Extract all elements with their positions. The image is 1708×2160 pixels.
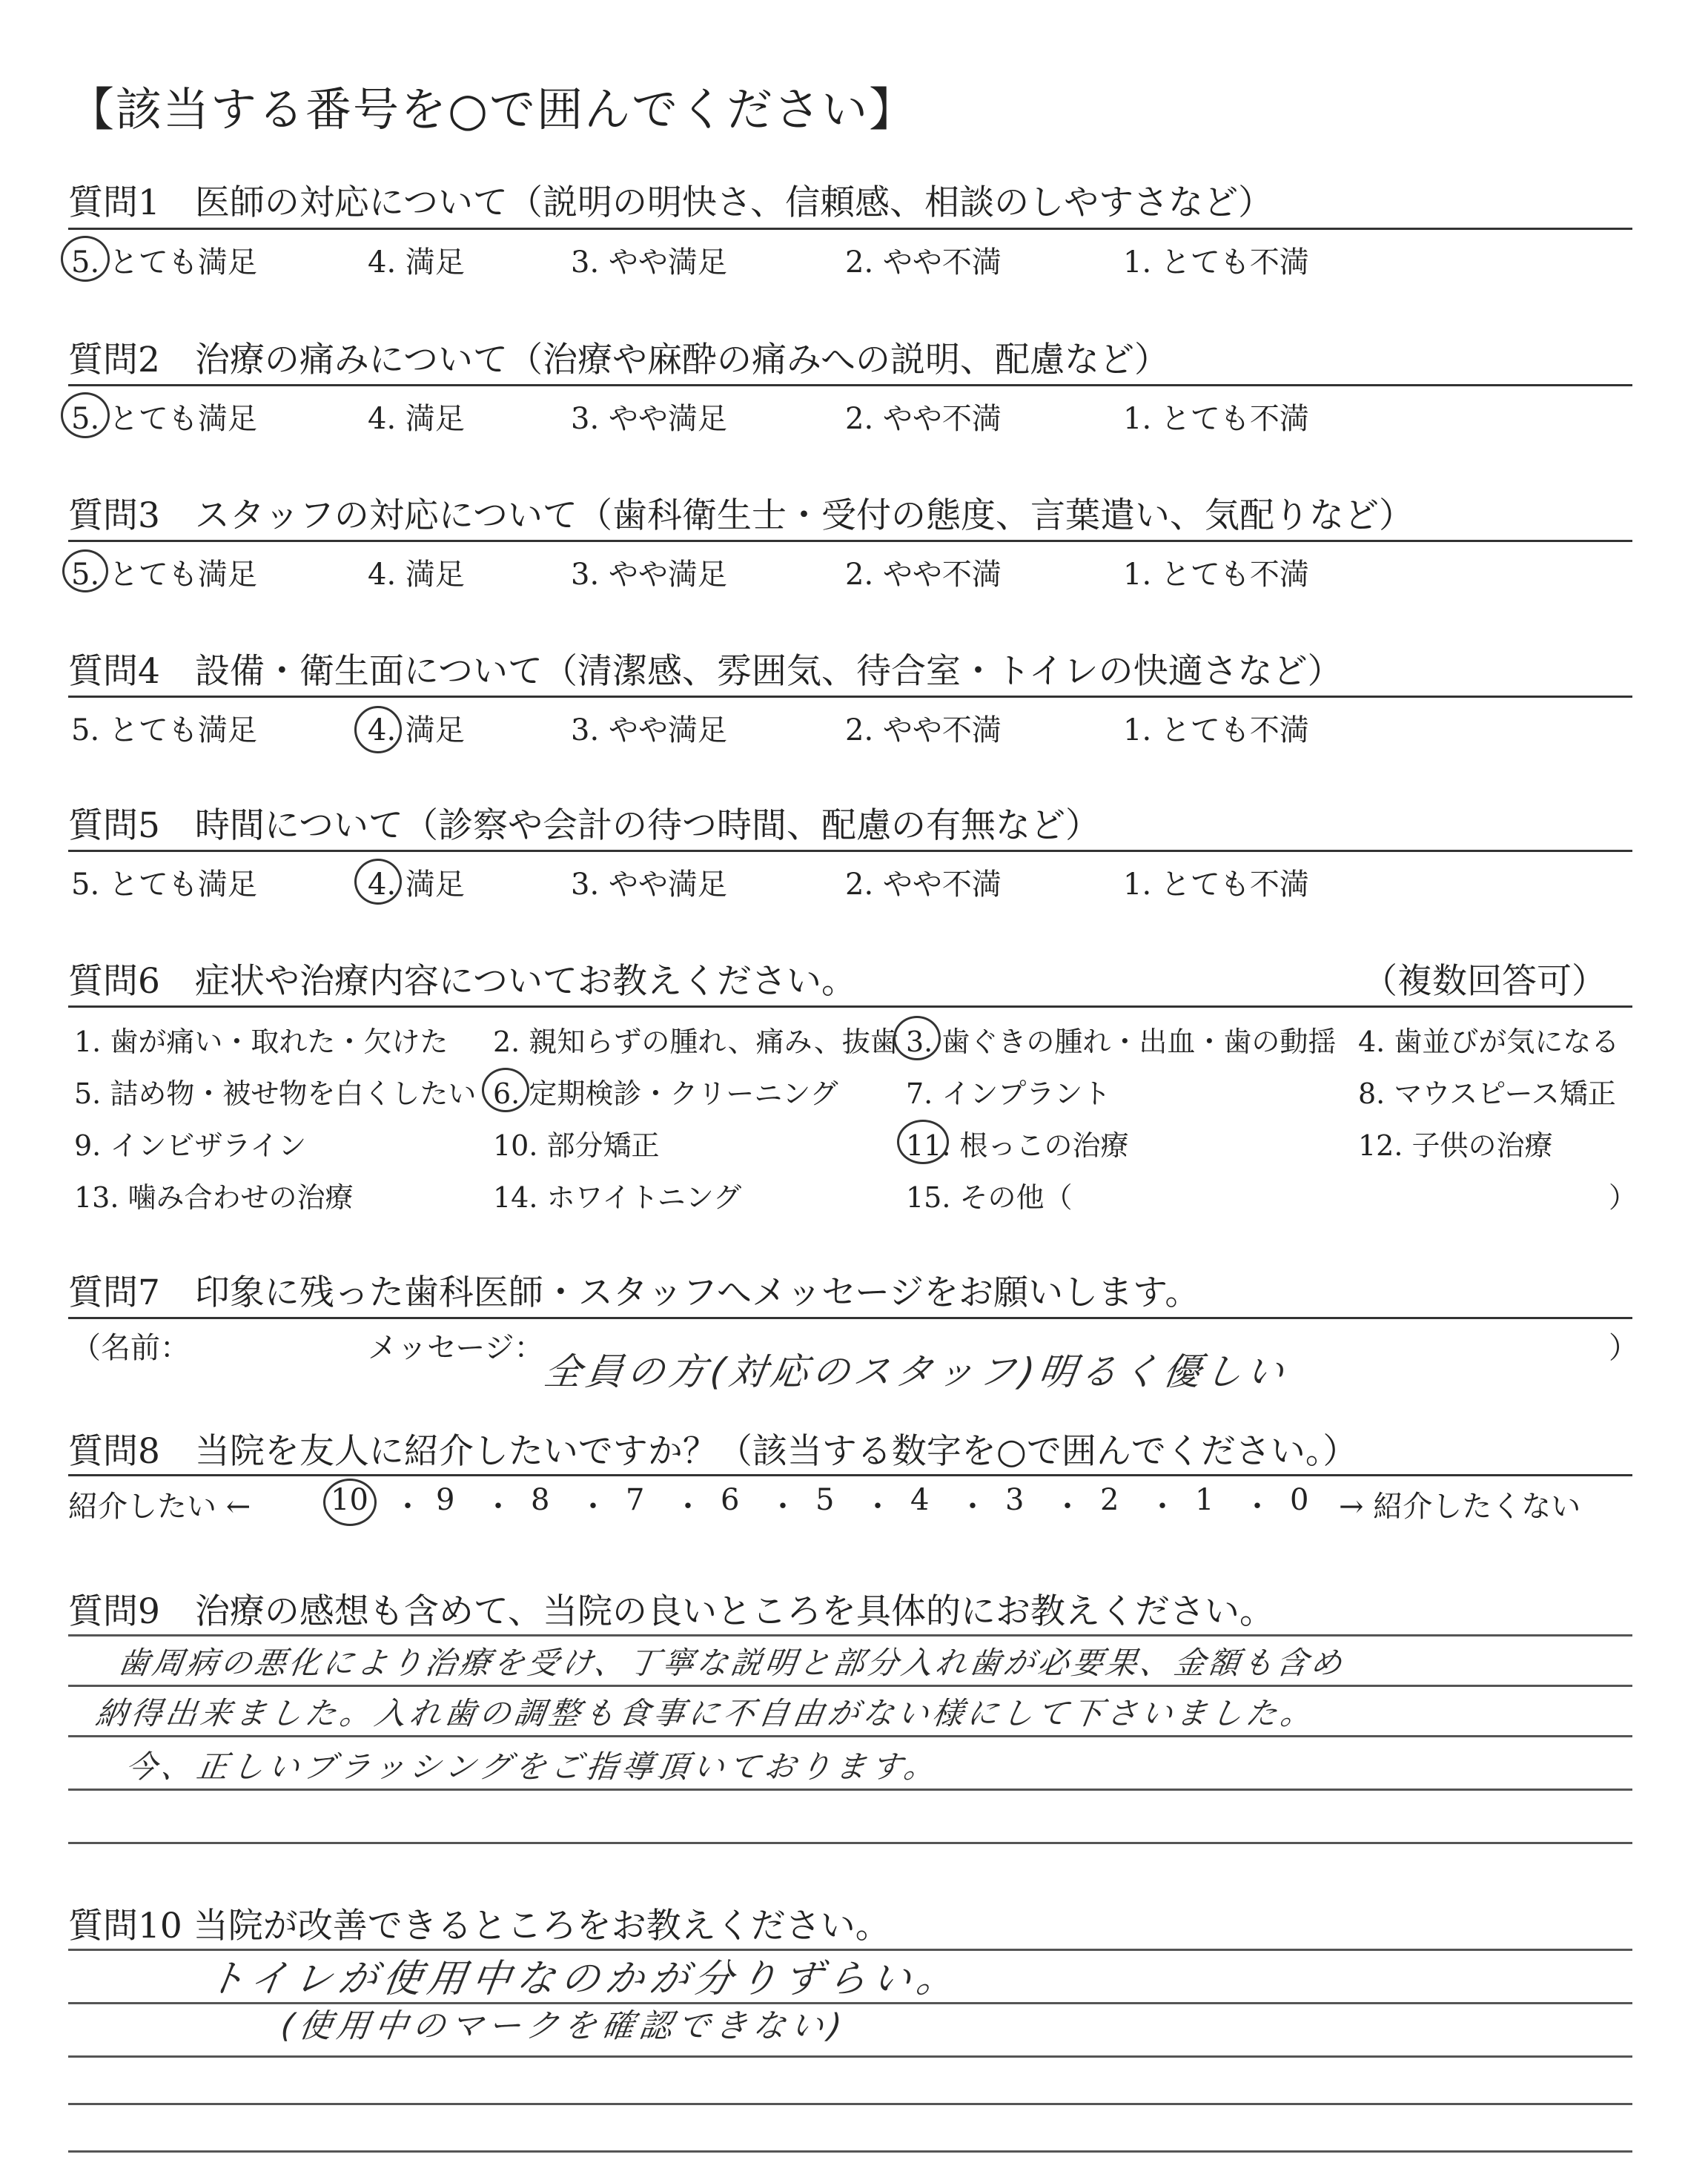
close-paren: ） [1609, 1331, 1638, 1365]
scale-number[interactable]: 2 [1100, 1483, 1119, 1517]
selection-circle [897, 1120, 949, 1164]
symptom-option[interactable]: 14. ホワイトニング [493, 1181, 742, 1214]
writing-line [68, 1789, 1632, 1791]
selection-circle [354, 706, 402, 753]
option-3[interactable]: 3. やや満足 [571, 245, 727, 280]
selection-circle [354, 859, 402, 905]
handwritten-answer-line: 納得出来ました。入れ歯の調整も食事に不自由がない様にして下さいました。 [93, 1695, 1319, 1731]
option-2[interactable]: 2. やや不満 [845, 245, 1002, 280]
scale-number[interactable]: 9 [436, 1483, 455, 1517]
page-title: 【該当する番号を○で囲んでください】 [68, 82, 917, 136]
symptom-option[interactable]: 7. インプラント [906, 1077, 1111, 1110]
symptom-option[interactable]: 13. 噛み合わせの治療 [74, 1181, 354, 1214]
scale-number[interactable]: 10 [331, 1483, 368, 1517]
selection-circle [323, 1479, 377, 1526]
handwritten-answer-line: 今、正しいブラッシングをご指導頂いております。 [123, 1748, 943, 1785]
option-1[interactable]: 1. とても不満 [1123, 558, 1309, 592]
handwritten-answer-line: トイレが使用中なのかが分りずらい。 [204, 1957, 964, 2001]
separator-dot: ・ [768, 1490, 798, 1524]
symptom-option[interactable]: 6. 定期検診・クリーニング [493, 1077, 838, 1110]
name-label: （名前： [71, 1331, 190, 1365]
symptom-option[interactable]: 5. 詰め物・被せ物を白くしたい [74, 1077, 477, 1110]
option-1[interactable]: 1. とても不満 [1123, 713, 1309, 747]
scale-number[interactable]: 8 [531, 1483, 550, 1517]
scale-number[interactable]: 6 [721, 1483, 740, 1517]
handwritten-answer-line: 歯周病の悪化により治療を受け、丁寧な説明と部分入れ歯が必要果、金額も含め [116, 1645, 1348, 1681]
option-2[interactable]: 2. やや不満 [845, 713, 1002, 747]
question-2-title: 質問2 治療の痛みについて（治療や麻酔の痛みへの説明、配慮など） [68, 340, 1170, 380]
symptom-option[interactable]: 8. マウスピース矯正 [1358, 1077, 1616, 1110]
question-9-title: 質問9 治療の感想も含めて、当院の良いところを具体的にお教えください。 [68, 1591, 1274, 1632]
option-4[interactable]: 4. 満足 [368, 558, 465, 592]
symptom-option[interactable]: 1. 歯が痛い・取れた・欠けた [74, 1025, 448, 1058]
separator-dot: ・ [958, 1490, 987, 1524]
writing-line [68, 1634, 1632, 1636]
option-5[interactable]: 5. とても満足 [71, 868, 257, 902]
option-1[interactable]: 1. とても不満 [1123, 245, 1309, 280]
writing-line [68, 1735, 1632, 1737]
question-7-title: 質問7 印象に残った歯科医師・スタッフへメッセージをお願いします。 [68, 1272, 1200, 1313]
option-3[interactable]: 3. やや満足 [571, 402, 727, 436]
symptom-option[interactable]: 3. 歯ぐきの腫れ・出血・歯の動揺 [906, 1025, 1337, 1058]
option-4[interactable]: 4. 満足 [368, 868, 465, 902]
separator-dot: ・ [673, 1490, 703, 1524]
option-4[interactable]: 4. 満足 [368, 402, 465, 436]
option-4[interactable]: 4. 満足 [368, 245, 465, 280]
handwritten-message: 全員の方(対応のスタッフ)明るく優しい [541, 1350, 1291, 1393]
option-2[interactable]: 2. やや不満 [845, 868, 1002, 902]
handwritten-answer-line: (使用中のマークを確認できない) [278, 2007, 850, 2045]
separator-dot: ・ [393, 1490, 423, 1524]
symptom-option[interactable]: 11. 根っこの治療 [906, 1129, 1129, 1162]
separator-dot: ・ [1053, 1490, 1082, 1524]
divider [68, 228, 1632, 230]
option-3[interactable]: 3. やや満足 [571, 868, 727, 902]
divider [68, 1005, 1632, 1008]
divider [68, 1317, 1632, 1319]
option-2[interactable]: 2. やや不満 [845, 558, 1002, 592]
separator-dot: ・ [863, 1490, 893, 1524]
question-5-title: 質問5 時間について（診察や会計の待つ時間、配慮の有無など） [68, 805, 1100, 846]
writing-line [68, 1685, 1632, 1687]
symptom-option[interactable]: 12. 子供の治療 [1358, 1129, 1553, 1162]
scale-number[interactable]: 4 [910, 1483, 930, 1517]
separator-dot: ・ [578, 1490, 608, 1524]
selection-circle [61, 392, 110, 438]
symptom-option-other[interactable]: 15. その他（ [906, 1181, 1073, 1214]
scale-number[interactable]: 3 [1005, 1483, 1025, 1517]
writing-line [68, 1842, 1632, 1844]
option-5[interactable]: 5. とても満足 [71, 402, 257, 436]
recommend-right-label: → 紹介したくない [1339, 1490, 1581, 1524]
divider [68, 850, 1632, 852]
multiple-answer-note: （複数回答可） [1363, 961, 1606, 1002]
option-1[interactable]: 1. とても不満 [1123, 868, 1309, 902]
symptom-option[interactable]: 4. 歯並びが気になる [1358, 1025, 1620, 1058]
option-5[interactable]: 5. とても満足 [71, 713, 257, 747]
option-1[interactable]: 1. とても不満 [1123, 402, 1309, 436]
scale-number[interactable]: 0 [1290, 1483, 1309, 1517]
symptom-option[interactable]: 10. 部分矯正 [493, 1129, 660, 1162]
writing-line [68, 2150, 1632, 2153]
scale-number[interactable]: 7 [626, 1483, 645, 1517]
recommend-left-label: 紹介したい ← [68, 1490, 251, 1524]
separator-dot: ・ [483, 1490, 513, 1524]
scale-number[interactable]: 1 [1195, 1483, 1214, 1517]
question-8-title: 質問8 当院を友人に紹介したいですか？（該当する数字を○で囲んでください。） [68, 1431, 1358, 1472]
option-2[interactable]: 2. やや不満 [845, 402, 1002, 436]
writing-line [68, 2103, 1632, 2105]
separator-dot: ・ [1242, 1490, 1272, 1524]
option-3[interactable]: 3. やや満足 [571, 558, 727, 592]
selection-circle [482, 1068, 529, 1112]
close-paren: ） [1609, 1181, 1638, 1214]
divider [68, 1474, 1632, 1476]
selection-circle [893, 1016, 941, 1060]
selection-circle [61, 236, 110, 282]
question-3-title: 質問3 スタッフの対応について（歯科衛生士・受付の態度、言葉遣い、気配りなど） [68, 495, 1414, 536]
message-label: メッセージ： [368, 1331, 544, 1365]
scale-number[interactable]: 5 [815, 1483, 835, 1517]
divider [68, 540, 1632, 542]
option-4[interactable]: 4. 満足 [368, 713, 465, 747]
question-1-title: 質問1 医師の対応について（説明の明快さ、信頼感、相談のしやすさなど） [68, 182, 1274, 223]
divider [68, 696, 1632, 698]
option-5[interactable]: 5. とても満足 [71, 245, 257, 280]
selection-circle [62, 549, 108, 592]
question-10-title: 質問10 当院が改善できるところをお教えください。 [68, 1906, 890, 1946]
symptom-option[interactable]: 9. インビザライン [74, 1129, 307, 1162]
divider [68, 384, 1632, 386]
question-4-title: 質問4 設備・衛生面について（清潔感、雰囲気、待合室・トイレの快適さなど） [68, 651, 1343, 692]
separator-dot: ・ [1148, 1490, 1177, 1524]
writing-line [68, 2055, 1632, 2058]
question-6-title: 質問6 症状や治療内容についてお教えください。 [68, 961, 856, 1002]
option-5[interactable]: 5. とても満足 [71, 558, 257, 592]
option-3[interactable]: 3. やや満足 [571, 713, 727, 747]
symptom-option[interactable]: 2. 親知らずの腫れ、痛み、抜歯 [493, 1025, 898, 1058]
